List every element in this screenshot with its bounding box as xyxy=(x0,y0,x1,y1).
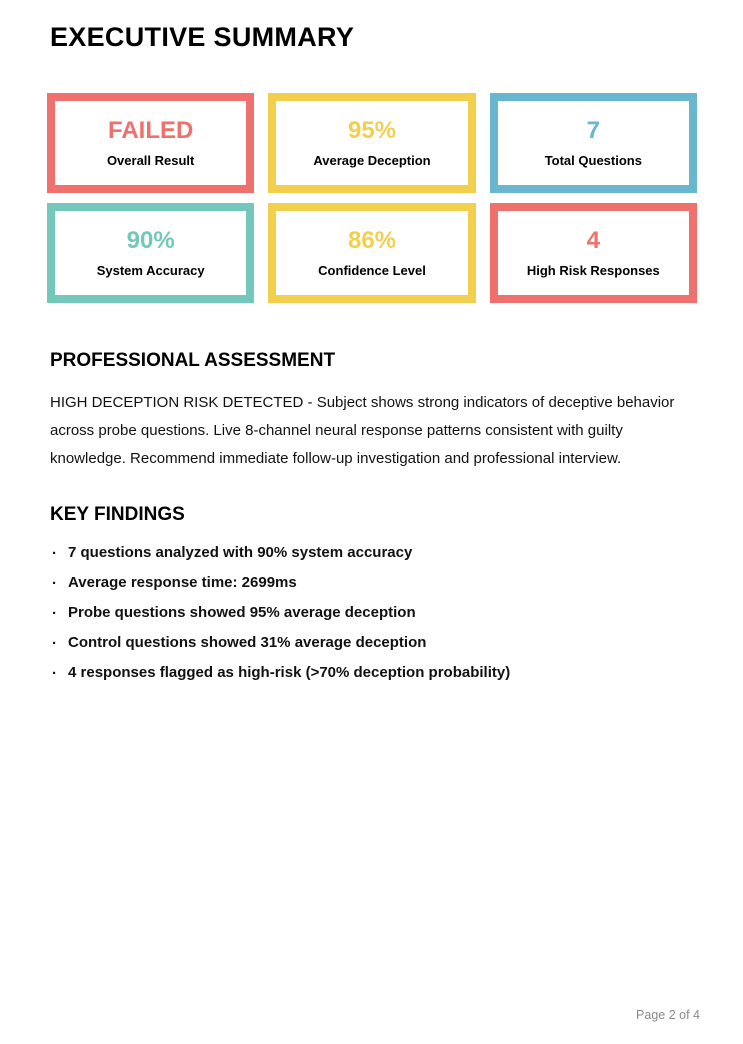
professional-assessment-section xyxy=(47,350,697,473)
bullet-glyph: · xyxy=(52,545,57,562)
finding-item xyxy=(50,635,697,650)
stat-value: 90% xyxy=(126,227,175,254)
finding-text: 4 responses flagged as high-risk (>70% deception probability) xyxy=(68,664,511,681)
stat-value: 4 xyxy=(586,227,600,254)
stat-card-average-deception xyxy=(268,93,475,193)
stat-value: 86% xyxy=(347,227,397,254)
summary-stat-cards xyxy=(47,93,697,303)
stat-label: Total Questions xyxy=(544,153,642,168)
bullet-glyph: · xyxy=(52,575,57,592)
assessment-heading: PROFESSIONAL ASSESSMENT xyxy=(50,350,336,371)
findings-list xyxy=(50,545,697,680)
stat-label: Overall Result xyxy=(106,153,195,168)
page-title: EXECUTIVE SUMMARY xyxy=(50,22,355,52)
findings-heading: KEY FINDINGS xyxy=(50,504,185,525)
stat-value: 95% xyxy=(347,117,397,144)
finding-text: Control questions showed 31% average deception xyxy=(68,634,427,651)
finding-text: Probe questions showed 95% average deception xyxy=(68,604,416,621)
stat-value: 7 xyxy=(586,117,600,144)
stat-card-high-risk-responses xyxy=(490,203,697,303)
stat-card-system-accuracy xyxy=(47,203,254,303)
finding-item xyxy=(50,605,697,620)
assessment-body-text: HIGH DECEPTION RISK DETECTED - Subject shows strong indicators of deceptive behavior across probe questions. Live 8-channel neural response patterns consistent with guilty knowledge. Recommend immediate follow-up investigation and professional interview. xyxy=(50,394,675,467)
stat-label: Confidence Level xyxy=(318,263,426,278)
bullet-glyph: · xyxy=(52,635,57,652)
finding-text: 7 questions analyzed with 90% system accuracy xyxy=(68,544,413,561)
page-number: Page 2 of 4 xyxy=(636,1008,700,1022)
stat-card-confidence-level xyxy=(268,203,475,303)
stat-value: FAILED xyxy=(107,117,194,144)
key-findings-section xyxy=(47,504,697,680)
stat-label: High Risk Responses xyxy=(526,263,660,278)
finding-item xyxy=(50,665,697,680)
finding-item xyxy=(50,575,697,590)
bullet-glyph: · xyxy=(52,605,57,622)
bullet-glyph: · xyxy=(52,665,57,682)
stat-card-overall-result xyxy=(47,93,254,193)
finding-text: Average response time: 2699ms xyxy=(68,574,297,591)
finding-item xyxy=(50,545,697,560)
stat-label: System Accuracy xyxy=(96,263,205,278)
stat-label: Average Deception xyxy=(313,153,431,168)
stat-card-total-questions xyxy=(490,93,697,193)
